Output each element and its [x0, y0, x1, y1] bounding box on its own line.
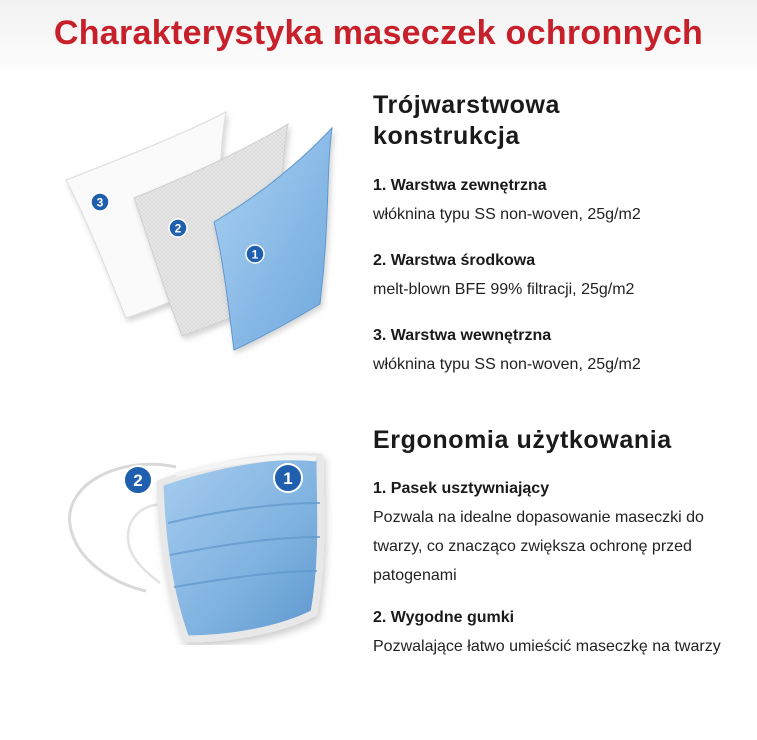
layer-item-description: włóknina typu SS non-woven, 25g/m2: [373, 206, 641, 223]
page-title: Charakterystyka maseczek ochronnych: [53, 14, 704, 52]
layer-number-badge-1: [246, 245, 264, 263]
svg-text:3: 3: [96, 195, 104, 210]
layer-item-description: melt-blown BFE 99% filtracji, 25g/m2: [373, 281, 635, 298]
mask-part-badge-2: [124, 466, 152, 494]
layer-number-badge-3: [91, 193, 109, 211]
svg-text:1: 1: [283, 469, 293, 488]
mask-illustration: [58, 445, 333, 645]
layers-illustration: [58, 104, 348, 364]
ergonomics-item-description: Pozwalające łatwo umieścić maseczkę na twarzy: [373, 638, 721, 655]
layer-item-title: 2. Warstwa środkowa: [373, 252, 536, 269]
svg-text:2: 2: [174, 221, 182, 236]
ergonomics-heading: Ergonomia użytkowania: [373, 426, 672, 454]
header-band: [0, 0, 757, 78]
layer-item-3: [373, 325, 743, 379]
layer-item-2: [373, 250, 743, 304]
layers-heading: Trójwarstwowa konstrukcja: [373, 91, 561, 150]
layer-item-description: włóknina typu SS non-woven, 25g/m2: [373, 356, 641, 373]
layer-item-1: [373, 175, 743, 229]
mask-part-badge-1: [274, 464, 302, 492]
svg-text:2: 2: [133, 471, 143, 490]
ergonomics-item-2: [373, 607, 723, 661]
layer-item-title: 1. Warstwa zewnętrzna: [373, 177, 547, 194]
layer-number-badge-2: [169, 219, 187, 237]
ergonomics-item-description: Pozwala na idealne dopasowanie maseczki do twarzy, co znacząco zwiększa ochronę przed patogenami: [373, 509, 704, 584]
ergonomics-item-title: 1. Pasek usztywniający: [373, 480, 550, 497]
svg-text:1: 1: [251, 247, 259, 262]
ergonomics-item-1: [373, 478, 713, 590]
layer-item-title: 3. Warstwa wewnętrzna: [373, 327, 552, 344]
ergonomics-item-title: 2. Wygodne gumki: [373, 609, 515, 626]
